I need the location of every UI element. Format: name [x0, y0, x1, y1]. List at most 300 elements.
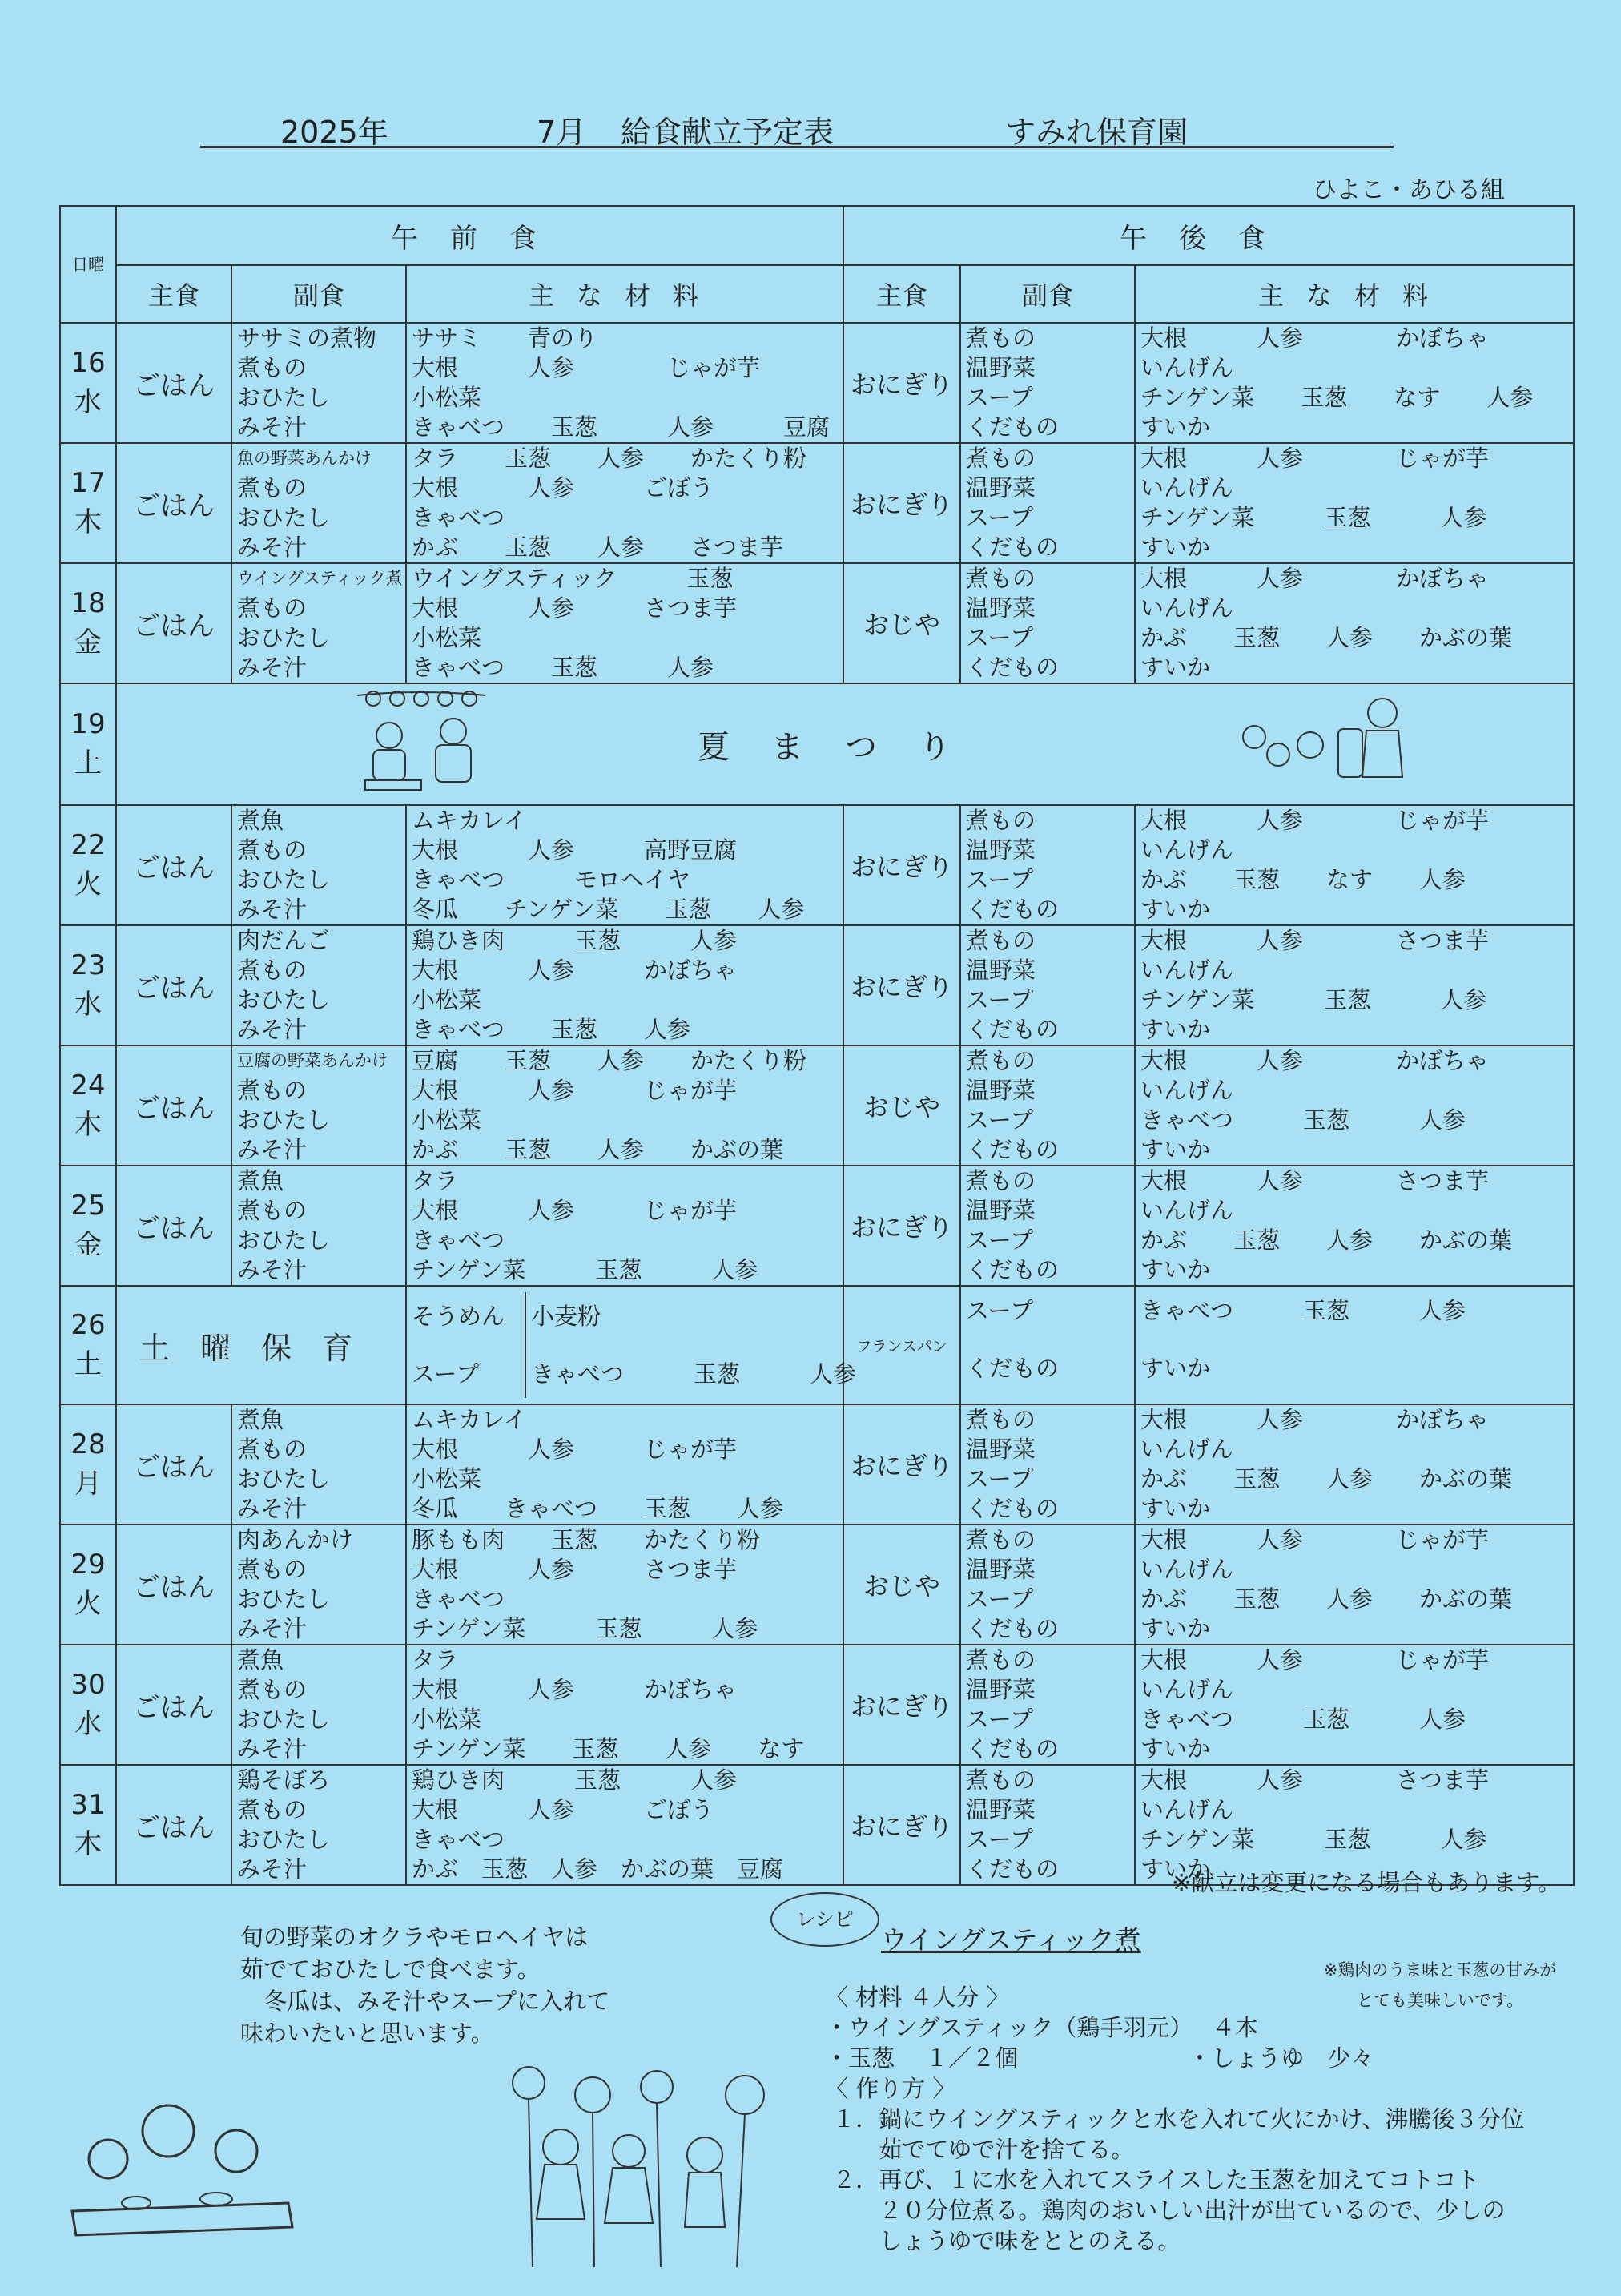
- am-ingredient-line: きゃべつ: [412, 1585, 505, 1613]
- pm-side-item: 温野菜: [966, 1077, 1036, 1104]
- am-ingredient-line: きゃべつ: [412, 504, 505, 531]
- pm-ingredient-line: かぶ 玉葱 人参 かぶの葉: [1140, 1585, 1513, 1613]
- pm-side-item: 温野菜: [966, 474, 1036, 501]
- saturday-pm-ingredients: [1135, 1286, 1574, 1404]
- am-side-item: ウイングスティック煮: [237, 569, 403, 588]
- am-ingredient-line: 小松菜: [412, 384, 482, 411]
- am-ingredients: [406, 1045, 843, 1166]
- day-number: 18: [70, 586, 106, 619]
- pm-side-item: 煮もの: [966, 1766, 1036, 1794]
- saturday-side-2: スープ: [412, 1360, 480, 1388]
- am-side-item: みそ汁: [237, 1016, 308, 1043]
- pm-ingredient-line: すいか: [1140, 1495, 1211, 1522]
- am-ingredients-header: 主な材料: [406, 265, 843, 323]
- pm-ingredients: [1135, 323, 1574, 443]
- am-side-item: 煮もの: [237, 836, 308, 864]
- am-side-item: 魚の野菜あんかけ: [237, 449, 372, 468]
- am-ingredient-line: きゃべつ 玉葱 人参: [412, 1016, 691, 1043]
- am-side-item: おひたし: [237, 866, 331, 893]
- pm-ingredients: [1135, 443, 1574, 563]
- pm-ingredient-line: 大根 人参 さつま芋: [1140, 1766, 1490, 1794]
- pm-ingredients: [1135, 1645, 1574, 1765]
- pm-staple-header: 主食: [843, 265, 960, 323]
- am-ingredients: [406, 1525, 843, 1645]
- pm-ingredient-line: かぶ 玉葱 人参 かぶの葉: [1140, 624, 1513, 651]
- am-side-item: 煮もの: [237, 1556, 308, 1583]
- am-side-item: ササミの煮物: [237, 324, 377, 352]
- pm-side-item: スープ: [966, 384, 1034, 411]
- day-of-week: 火: [74, 868, 102, 900]
- pm-ingredient-line: いんげん: [1140, 836, 1234, 864]
- pm-side-item: 温野菜: [966, 594, 1036, 622]
- am-ingredient-line: 大根 人参 高野豆腐: [412, 836, 738, 864]
- pm-ingredient-line: きゃべつ 玉葱 人参: [1140, 1106, 1466, 1134]
- am-side-header: 副食: [231, 265, 406, 323]
- pm-ingredient-line: いんげん: [1140, 474, 1234, 501]
- am-ingredient-line: ムキカレイ: [412, 1406, 527, 1433]
- am-ingredient-line: 小松菜: [412, 986, 482, 1013]
- children-eating-illustration: [64, 2091, 296, 2251]
- school-name: すみれ保育園: [1005, 115, 1189, 150]
- am-ingredient-line: 冬瓜 きゃべつ 玉葱 人参: [412, 1495, 784, 1522]
- am-side-item: みそ汁: [237, 1136, 308, 1163]
- am-side-item: 肉あんかけ: [237, 1526, 354, 1553]
- day-number: 28: [70, 1428, 106, 1460]
- pm-ingredient-line: すいか: [1140, 1016, 1211, 1043]
- day-number: 26: [70, 1308, 106, 1341]
- am-ingredient-line: 大根 人参 じゃが芋: [412, 1197, 738, 1224]
- pm-side-item: くだもの: [966, 1136, 1060, 1163]
- saturday-am-inner: [407, 1292, 857, 1398]
- pm-side-item: スープ: [966, 1227, 1034, 1254]
- pm-staple: おにぎり: [843, 443, 960, 563]
- day-number: 17: [70, 466, 106, 499]
- menu-row: [60, 1645, 1574, 1765]
- pm-staple: おにぎり: [843, 805, 960, 925]
- title-year: 2025年: [280, 115, 388, 150]
- pm-side-item: くだもの: [966, 654, 1060, 681]
- am-ingredient-line: ササミ 青のり: [412, 324, 598, 352]
- day-cell: [60, 1286, 116, 1404]
- day-of-week: 水: [74, 989, 102, 1021]
- pm-staple: おじや: [843, 1045, 960, 1166]
- day-cell: [60, 683, 116, 805]
- pm-ingredient-line: いんげん: [1140, 1556, 1234, 1583]
- am-side-item: みそ汁: [237, 896, 308, 923]
- pm-staple: おにぎり: [843, 1166, 960, 1286]
- am-ingredients: [406, 1166, 843, 1286]
- saturday-pm-main: フランスパン: [843, 1286, 960, 1404]
- am-ingredient-line: きゃべつ: [412, 1227, 505, 1254]
- am-side-dishes: [231, 805, 406, 925]
- am-side-item: 鶏そぼろ: [237, 1766, 331, 1794]
- pm-side-item: 温野菜: [966, 1556, 1036, 1583]
- pm-side-item: 温野菜: [966, 1796, 1036, 1823]
- pm-side-item: スープ: [966, 1826, 1034, 1853]
- menu-row: [60, 805, 1574, 925]
- pm-ingredient-line: 大根 人参 じゃが芋: [1140, 445, 1490, 472]
- pm-side-dishes: [960, 1045, 1135, 1166]
- saturday-pm-side: [960, 1286, 1135, 1404]
- header-row-1: [60, 206, 1574, 265]
- pm-ingredient-line: いんげん: [1140, 594, 1234, 622]
- saturday-am-side: [407, 1292, 525, 1398]
- pm-ingredient-line: すいか: [1140, 1855, 1211, 1883]
- am-side-item: おひたし: [237, 1106, 331, 1134]
- am-ingredient-line: チンゲン菜 玉葱 人参 なす: [412, 1735, 805, 1762]
- pm-ingredient-line: かぶ 玉葱 なす 人参: [1140, 866, 1466, 893]
- am-ingredient-line: 鶏ひき肉 玉葱 人参: [412, 1766, 738, 1794]
- pm-staple: おにぎり: [843, 1404, 960, 1525]
- am-staple: ごはん: [116, 1525, 231, 1645]
- day-cell: [60, 443, 116, 563]
- menu-row: [60, 1045, 1574, 1166]
- menu-table: [59, 205, 1575, 1886]
- day-of-week: 月: [74, 1468, 102, 1500]
- pm-side-item: くだもの: [966, 1855, 1060, 1883]
- am-staple: ごはん: [116, 1045, 231, 1166]
- day-number: 24: [70, 1069, 106, 1102]
- pm-ingredient-line: いんげん: [1140, 1796, 1234, 1823]
- am-side-item: 煮魚: [237, 1646, 284, 1674]
- am-side-dishes: [231, 443, 406, 563]
- am-ingredient-line: タラ 玉葱 人参 かたくり粉: [412, 445, 807, 472]
- pm-side-item: 温野菜: [966, 1197, 1036, 1224]
- pm-side-item: スープ: [966, 986, 1034, 1013]
- page-title: [200, 104, 1394, 148]
- am-ingredient-line: 鶏ひき肉 玉葱 人参: [412, 927, 738, 954]
- sunflower-kids-illustration: [457, 2059, 809, 2275]
- am-staple: ごはん: [116, 1166, 231, 1286]
- pm-ingredient-line: 大根 人参 かぼちゃ: [1140, 1406, 1490, 1433]
- pm-side-dishes: [960, 1765, 1135, 1885]
- am-ingredient-line: 大根 人参 さつま芋: [412, 594, 738, 622]
- pm-header: 午後食: [843, 206, 1574, 265]
- pm-side-dishes: [960, 563, 1135, 683]
- pm-ingredient-line: 大根 人参 じゃが芋: [1140, 1526, 1490, 1553]
- pm-side-item: スープ: [966, 1465, 1034, 1492]
- day-cell: [60, 1045, 116, 1166]
- pm-ingredient-line: チンゲン菜 玉葱 人参: [1140, 504, 1487, 531]
- pm-ingredient-line: いんげん: [1140, 957, 1234, 984]
- day-cell: [60, 1404, 116, 1525]
- class-name: ひよこ・あひる組: [1313, 176, 1505, 204]
- menu-row: [60, 443, 1574, 563]
- recipe-title: ウイングスティック煮: [881, 1924, 1141, 1956]
- saturday-side-1: そうめん: [412, 1303, 505, 1330]
- day-cell: [60, 323, 116, 443]
- am-ingredient-line: 大根 人参 じゃが芋: [412, 354, 761, 381]
- day-of-week: 土: [74, 747, 102, 779]
- am-ingredient-line: きゃべつ: [412, 1826, 505, 1853]
- menu-row: [60, 1525, 1574, 1645]
- pm-side-dishes: [960, 1645, 1135, 1765]
- am-ingredient-line: チンゲン菜 玉葱 人参: [412, 1615, 758, 1642]
- pm-staple: おにぎり: [843, 1645, 960, 1765]
- recipe-note: ※鶏肉のうま味と玉葱の甘みがとても美味しいです。: [1323, 1960, 1557, 2010]
- pm-ingredients: [1135, 805, 1574, 925]
- pm-ingredient-line: きゃべつ 玉葱 人参: [1140, 1706, 1466, 1733]
- am-side-item: みそ汁: [237, 1256, 308, 1283]
- am-ingredient-line: きゃべつ 玉葱 人参 豆腐: [412, 413, 831, 441]
- am-side-item: おひたし: [237, 384, 331, 411]
- am-ingredient-line: 冬瓜 チンゲン菜 玉葱 人参: [412, 896, 805, 923]
- am-side-dishes: [231, 1166, 406, 1286]
- am-ingredient-line: かぶ 玉葱 人参 かぶの葉 豆腐: [412, 1855, 784, 1883]
- pm-side-item: くだもの: [966, 1495, 1060, 1522]
- am-side-item: おひたし: [237, 1465, 331, 1492]
- day-number: 30: [70, 1668, 106, 1701]
- am-side-item: 肉だんご: [237, 927, 331, 954]
- am-ingredients: [406, 323, 843, 443]
- saturday-am-cell: [406, 1286, 857, 1404]
- day-cell: [60, 805, 116, 925]
- pm-ingredient-line: いんげん: [1140, 1197, 1234, 1224]
- am-side-item: みそ汁: [237, 1495, 308, 1522]
- seasonal-note: 旬の野菜のオクラやモロヘイヤは 茹でておひたしで食べます。 冬瓜は、みそ汁やスープに入れて 味わいたいと思います。: [240, 1923, 610, 2047]
- title-month: 7月: [537, 115, 587, 150]
- am-ingredient-line: 小松菜: [412, 1106, 482, 1134]
- am-side-dishes: [231, 1645, 406, 1765]
- menu-row: [60, 925, 1574, 1045]
- pm-staple: おじや: [843, 1525, 960, 1645]
- pm-side-item: 温野菜: [966, 354, 1036, 381]
- am-side-item: 煮もの: [237, 1796, 308, 1823]
- am-ingredient-line: かぶ 玉葱 人参 かぶの葉: [412, 1136, 784, 1163]
- pm-ingredient-line: かぶ 玉葱 人参 かぶの葉: [1140, 1465, 1513, 1492]
- header-row-2: [60, 265, 1574, 323]
- day-of-week: 木: [74, 1109, 102, 1141]
- pm-staple: おじや: [843, 563, 960, 683]
- am-side-item: おひたし: [237, 504, 331, 531]
- am-staple: ごはん: [116, 563, 231, 683]
- am-side-item: 煮もの: [237, 957, 308, 984]
- menu-row: [60, 1166, 1574, 1286]
- pm-side-item: 温野菜: [966, 1676, 1036, 1703]
- day-cell: [60, 1645, 116, 1765]
- am-ingredients: [406, 443, 843, 563]
- am-ingredients: [406, 925, 843, 1045]
- pm-ingredient-line: 大根 人参 さつま芋: [1140, 1167, 1490, 1194]
- pm-side-item: 煮もの: [966, 1526, 1036, 1553]
- date-header: 日曜: [60, 206, 116, 323]
- pm-ingredients: [1135, 1525, 1574, 1645]
- day-of-week: 水: [74, 386, 102, 418]
- pm-side-item: 煮もの: [966, 565, 1036, 592]
- am-side-dishes: [231, 563, 406, 683]
- saturday-ing-1: 小麦粉: [531, 1303, 601, 1330]
- am-ingredient-line: ムキカレイ: [412, 807, 527, 834]
- festival-food-illustration: [1222, 689, 1414, 785]
- pm-ingredient-line: 大根 人参 かぼちゃ: [1140, 565, 1490, 592]
- day-cell: [60, 925, 116, 1045]
- pm-ingredients: [1135, 925, 1574, 1045]
- am-staple: ごはん: [116, 443, 231, 563]
- am-header: 午前食: [116, 206, 843, 265]
- pm-ingredient-line: 大根 人参 さつま芋: [1140, 927, 1490, 954]
- am-side-item: みそ汁: [237, 1855, 308, 1883]
- am-ingredients: [406, 563, 843, 683]
- pm-side-item: くだもの: [966, 896, 1060, 923]
- day-number: 25: [70, 1189, 106, 1222]
- day-of-week: 木: [74, 1828, 102, 1860]
- am-ingredient-line: きゃべつ モロヘイヤ: [412, 866, 691, 893]
- festival-kids-illustration: [341, 687, 501, 800]
- am-ingredient-line: 大根 人参 ごぼう: [412, 474, 714, 501]
- am-ingredient-line: 豆腐 玉葱 人参 かたくり粉: [412, 1047, 807, 1074]
- pm-ingredients: [1135, 563, 1574, 683]
- am-ingredients: [406, 805, 843, 925]
- pm-ingredient-line: チンゲン菜 玉葱 人参: [1140, 1826, 1487, 1853]
- pm-side-dishes: [960, 323, 1135, 443]
- recipe-body: 〈 材料 ４人分 〉 ・ウイングスティック（鶏手羽元） ４本 ・玉葱 １／２個 ・しょうゆ 少々 〈 作り方 〉 １．鍋にウイングスティックと水を入れて火にかけ、沸騰後３分位 茹でてゆで汁を捨てる。 ２．再び、１に水を入れてスライスした玉葱を加えてコトコト ２０分位煮る。鶏肉のおいしい出汁が出ているので、少しの しょうゆで味をととのえる。: [825, 1984, 1525, 2254]
- pm-ingredient-line: いんげん: [1140, 1436, 1234, 1463]
- am-side-item: おひたし: [237, 986, 331, 1013]
- pm-side-header: 副食: [960, 265, 1135, 323]
- am-ingredient-line: チンゲン菜 玉葱 人参: [412, 1256, 758, 1283]
- pm-ingredients: [1135, 1404, 1574, 1525]
- pm-side-dishes: [960, 925, 1135, 1045]
- pm-ingredient-line: 大根 人参 じゃが芋: [1140, 807, 1490, 834]
- pm-staple: おにぎり: [843, 925, 960, 1045]
- am-ingredient-line: 大根 人参 じゃが芋: [412, 1077, 738, 1104]
- pm-staple: おにぎり: [843, 323, 960, 443]
- pm-side-item: 煮もの: [966, 1406, 1036, 1433]
- am-ingredient-line: 大根 人参 さつま芋: [412, 1556, 738, 1583]
- am-side-dishes: [231, 1765, 406, 1885]
- am-side-dishes: [231, 1525, 406, 1645]
- pm-side-item: スープ: [966, 866, 1034, 893]
- pm-ingredient-line: いんげん: [1140, 1676, 1234, 1703]
- am-side-item: みそ汁: [237, 534, 308, 561]
- day-number: 22: [70, 828, 106, 861]
- am-side-item: 煮もの: [237, 474, 308, 501]
- pm-side-item: スープ: [966, 624, 1034, 651]
- am-staple: ごはん: [116, 1404, 231, 1525]
- am-staple-header: 主食: [116, 265, 231, 323]
- pm-side-dishes: [960, 805, 1135, 925]
- am-side-item: みそ汁: [237, 413, 308, 441]
- am-staple: ごはん: [116, 1645, 231, 1765]
- pm-side-item: スープ: [966, 1706, 1034, 1733]
- pm-side-item: 温野菜: [966, 957, 1036, 984]
- am-ingredient-line: 豚もも肉 玉葱 かたくり粉: [412, 1526, 761, 1553]
- am-side-item: おひたし: [237, 1706, 331, 1733]
- pm-side-dishes: [960, 443, 1135, 563]
- pm-ingredients: [1135, 1045, 1574, 1166]
- am-side-item: 煮もの: [237, 1436, 308, 1463]
- pm-ingredient-line: すいか: [1140, 1615, 1211, 1642]
- am-side-item: みそ汁: [237, 1615, 308, 1642]
- pm-side-item: くだもの: [966, 1735, 1060, 1762]
- pm-ingredients-header: 主な材料: [1135, 265, 1574, 323]
- am-side-dishes: [231, 1045, 406, 1166]
- am-side-item: 煮もの: [237, 354, 308, 381]
- menu-row: [60, 563, 1574, 683]
- saturday-pm-side-1: スープ: [966, 1297, 1034, 1324]
- pm-side-item: くだもの: [966, 1615, 1060, 1642]
- pm-ingredient-line: いんげん: [1140, 1077, 1234, 1104]
- pm-ingredient-line: すいか: [1140, 654, 1211, 681]
- am-side-item: 豆腐の野菜あんかけ: [237, 1051, 388, 1070]
- saturday-row: [60, 1286, 1574, 1404]
- pm-side-item: くだもの: [966, 1016, 1060, 1043]
- am-side-item: おひたし: [237, 624, 331, 651]
- am-ingredients: [406, 1765, 843, 1885]
- pm-side-dishes: [960, 1404, 1135, 1525]
- pm-side-item: くだもの: [966, 413, 1060, 441]
- am-side-item: 煮魚: [237, 807, 284, 834]
- day-number: 23: [70, 949, 106, 981]
- am-ingredient-line: 小松菜: [412, 1465, 482, 1492]
- saturday-label: 土曜保育: [116, 1286, 406, 1404]
- am-ingredient-line: 大根 人参 じゃが芋: [412, 1436, 738, 1463]
- saturday-pm-ing-1: きゃべつ 玉葱 人参: [1140, 1297, 1466, 1324]
- am-ingredients: [406, 1645, 843, 1765]
- day-number: 31: [70, 1788, 106, 1821]
- day-number: 19: [70, 707, 106, 740]
- pm-ingredient-line: いんげん: [1140, 354, 1234, 381]
- day-of-week: 水: [74, 1708, 102, 1740]
- day-of-week: 金: [74, 1229, 102, 1261]
- day-of-week: 火: [74, 1588, 102, 1620]
- pm-side-item: 温野菜: [966, 836, 1036, 864]
- am-side-item: みそ汁: [237, 654, 308, 681]
- pm-ingredient-line: チンゲン菜 玉葱 なす 人参: [1140, 384, 1534, 411]
- pm-ingredient-line: かぶ 玉葱 人参 かぶの葉: [1140, 1227, 1513, 1254]
- day-of-week: 金: [74, 626, 102, 659]
- pm-ingredient-line: すいか: [1140, 413, 1211, 441]
- pm-ingredient-line: すいか: [1140, 1256, 1211, 1283]
- pm-side-item: 煮もの: [966, 807, 1036, 834]
- am-ingredient-line: 大根 人参 かぼちゃ: [412, 957, 738, 984]
- am-side-item: 煮魚: [237, 1406, 284, 1433]
- am-side-dishes: [231, 925, 406, 1045]
- change-note: ※献立は変更になる場合もあります。: [1172, 1869, 1561, 1896]
- pm-ingredient-line: すいか: [1140, 1136, 1211, 1163]
- am-ingredient-line: 小松菜: [412, 1706, 482, 1733]
- am-ingredient-line: 小松菜: [412, 624, 482, 651]
- festival-row: [60, 683, 1574, 805]
- day-cell: [60, 1765, 116, 1885]
- pm-side-item: 煮もの: [966, 1047, 1036, 1074]
- am-ingredient-line: かぶ 玉葱 人参 さつま芋: [412, 534, 784, 561]
- saturday-am-ingredients: [525, 1292, 857, 1398]
- pm-ingredient-line: すいか: [1140, 896, 1211, 923]
- pm-side-item: スープ: [966, 1585, 1034, 1613]
- am-side-dishes: [231, 1404, 406, 1525]
- pm-side-item: くだもの: [966, 534, 1060, 561]
- pm-side-item: 煮もの: [966, 324, 1036, 352]
- am-ingredients: [406, 1404, 843, 1525]
- pm-side-item: 煮もの: [966, 927, 1036, 954]
- pm-side-item: 煮もの: [966, 1167, 1036, 1194]
- menu-row: [60, 1404, 1574, 1525]
- am-side-item: 煮魚: [237, 1167, 284, 1194]
- pm-staple: おにぎり: [843, 1765, 960, 1885]
- title-text: 給食献立予定表: [621, 115, 835, 150]
- am-ingredient-line: タラ: [412, 1646, 459, 1674]
- day-cell: [60, 1525, 116, 1645]
- pm-ingredient-line: 大根 人参 かぼちゃ: [1140, 324, 1490, 352]
- pm-side-item: 温野菜: [966, 1436, 1036, 1463]
- am-side-dishes: [231, 323, 406, 443]
- am-staple: ごはん: [116, 805, 231, 925]
- pm-side-dishes: [960, 1525, 1135, 1645]
- recipe-tag: レシピ: [770, 1892, 879, 1947]
- am-staple: ごはん: [116, 323, 231, 443]
- pm-side-item: スープ: [966, 1106, 1034, 1134]
